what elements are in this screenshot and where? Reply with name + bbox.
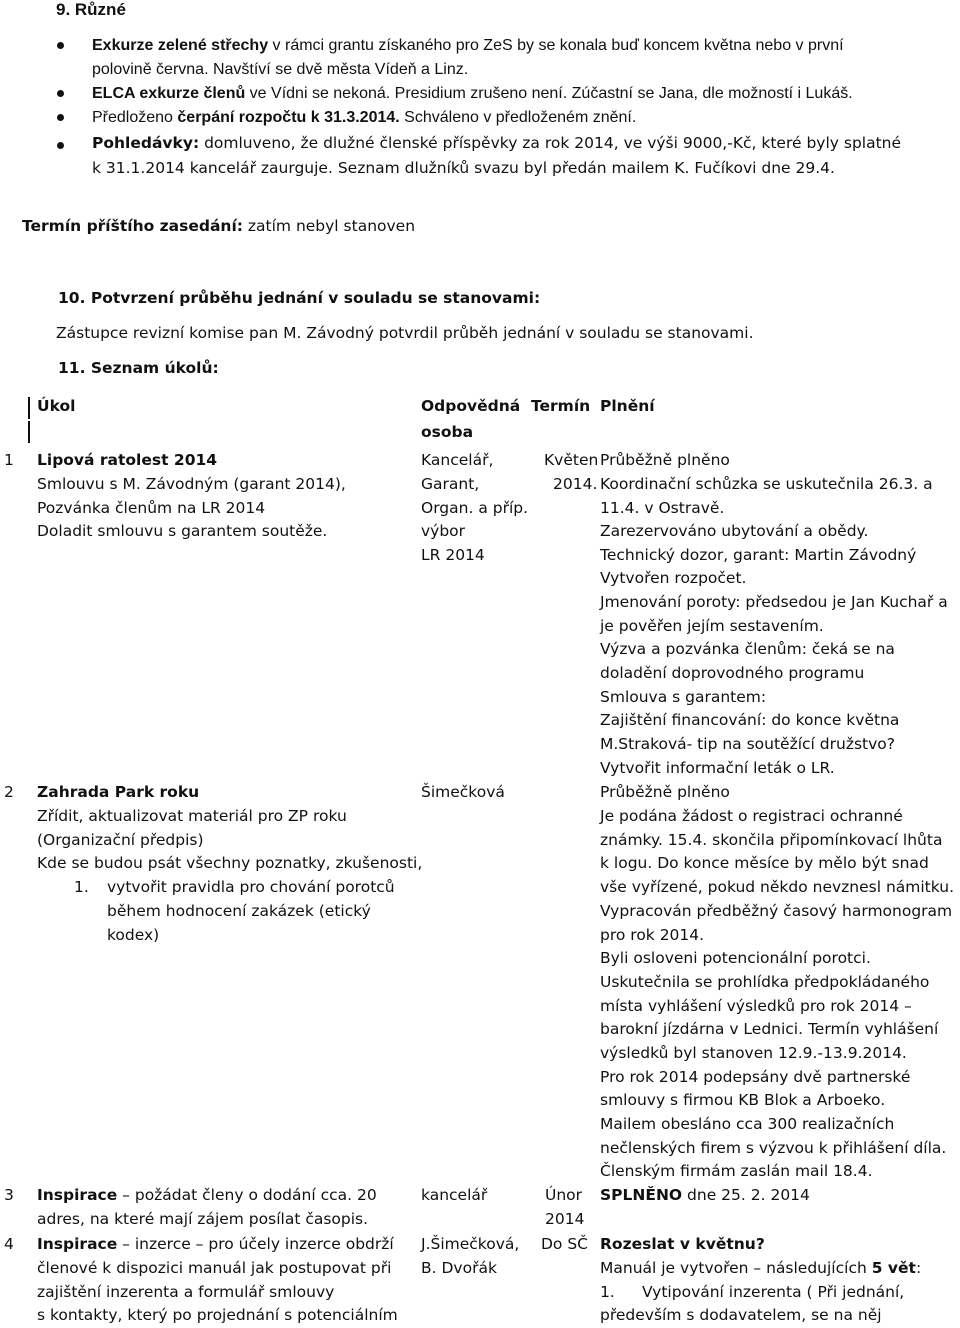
bullet-1-line-2: polovině června. Navštíví se dvě města Vídeň a Linz. <box>92 61 469 78</box>
task-numbered-line: vytvořit pravidla pro chování porotců <box>107 878 395 896</box>
fulfillment-line: doladění doprovodného programu <box>600 664 865 682</box>
fulfillment-line: k logu. Do konce měsíce by mělo být snad <box>600 854 929 872</box>
owner-line: Garant, <box>421 475 480 493</box>
deadline-line: 2014 <box>545 1210 585 1228</box>
task-rest: – požádat členy o dodání cca. 20 <box>117 1186 377 1204</box>
bullet-2-bold: ELCA exkurze členů <box>92 85 246 102</box>
bullet-4-bold: Pohledávky: <box>92 134 200 152</box>
fulfillment-line: Technický dozor, garant: Martin Závodný <box>600 546 917 564</box>
task-line <box>37 1233 394 1257</box>
header-owner-2: osoba <box>421 423 474 441</box>
fulfillment-line: Členským firmám zaslán mail 18.4. <box>600 1162 873 1180</box>
bullet-icon <box>57 114 64 121</box>
fulfillment-line: Mailem obesláno cca 300 realizačních <box>600 1115 895 1133</box>
section-10-heading: 10. Potvrzení průběhu jednání v souladu se stanovami: <box>58 289 541 307</box>
task-title: Zahrada Park roku <box>37 783 200 801</box>
row-number: 2 <box>4 783 14 801</box>
owner-line: Organ. a příp. <box>421 499 529 517</box>
task-bold: Inspirace <box>37 1186 118 1204</box>
next-meeting <box>22 215 415 239</box>
next-meeting-label: Termín příštího zasedání: <box>22 217 243 235</box>
owner-line: LR 2014 <box>421 546 485 564</box>
fulfillment-line <box>600 1184 810 1208</box>
task-line: Smlouvu s M. Závodným (garant 2014), <box>37 475 346 493</box>
task-line: Kde se budou psát všechny poznatky, zkušenosti, <box>37 854 423 872</box>
fulfillment-numbered-text: Vytipování inzerenta ( Při jednání, <box>642 1283 905 1301</box>
owner-line: Kancelář, <box>421 451 494 469</box>
bullet-2-text: ve Vídni se nekoná. Presidium zrušeno není. Zúčastní se Jana, dle možností i Lukáš. <box>245 85 853 102</box>
bullet-1-bold: Exkurze zelené střechy <box>92 37 269 54</box>
bullet-4-text: domluveno, že dlužné členské příspěvky za rok 2014, ve výši 9000,-Kč, které byly splatné <box>199 134 902 152</box>
fulfillment-line: Zarezervováno ubytování a obědy. <box>600 522 869 540</box>
header-task: Úkol <box>37 397 76 415</box>
task-numbered-num: 1. <box>74 878 89 896</box>
task-line: členové k dispozici manuál jak postupovat při <box>37 1259 392 1277</box>
owner-line: Šimečková <box>421 783 505 801</box>
bullet-icon <box>57 142 64 149</box>
fulfillment-line: nečlenských firem s výzvou k přihlášení díla. <box>600 1139 947 1157</box>
fulfillment-line: Vypracován předběžný časový harmonogram <box>600 902 953 920</box>
bullet-3-bold: čerpání rozpočtu k 31.3.2014. <box>177 109 400 126</box>
deadline-line: Květen <box>544 451 599 469</box>
next-meeting-value: zatím nebyl stanoven <box>242 217 416 235</box>
bullet-3-line-1 <box>92 106 636 130</box>
owner-line: kancelář <box>421 1186 488 1204</box>
fulfillment-line: Smlouva s garantem: <box>600 688 767 706</box>
fulfillment-line: Koordinační schůzka se uskutečnila 26.3. a <box>600 475 933 493</box>
bullet-3-pre: Předloženo <box>92 109 178 126</box>
owner-line: J.Šimečková, <box>421 1235 520 1253</box>
row-number: 4 <box>4 1235 14 1253</box>
fulfillment-line: především s dodavatelem, se na něj <box>600 1306 882 1324</box>
bullet-2-line-1 <box>92 82 853 106</box>
fulfillment-line: Průběžně plněno <box>600 451 730 469</box>
section-11-heading: 11. Seznam úkolů: <box>58 359 219 377</box>
fulfillment-line: pro rok 2014. <box>600 926 705 944</box>
fulfillment-pre: Manuál je vytvořen – následujících <box>600 1259 872 1277</box>
fulfillment-bold: 5 vět <box>871 1259 916 1277</box>
task-rest: – inzerce – pro účely inzerce obdrží <box>117 1235 394 1253</box>
fulfillment-line: Vytvořen rozpočet. <box>600 569 747 587</box>
task-line: Pozvánka členům na LR 2014 <box>37 499 266 517</box>
fulfillment-numbered-num: 1. <box>600 1283 615 1301</box>
task-numbered-line: během hodnocení zakázek (etický <box>107 902 371 920</box>
section-9-heading: 9. Různé <box>56 0 126 19</box>
task-line: adres, na které mají zájem posílat časopis. <box>37 1210 369 1228</box>
owner-line: B. Dvořák <box>421 1259 497 1277</box>
fulfillment-line: Průběžně plněno <box>600 783 730 801</box>
bullet-4-line-1 <box>92 132 901 156</box>
deadline-line: 2014. <box>553 475 598 493</box>
row-number: 1 <box>4 451 14 469</box>
section-10-text: Zástupce revizní komise pan M. Závodný potvrdil průběh jednání v souladu se stanovami. <box>56 324 754 342</box>
fulfillment-line: Je podána žádost o registraci ochranné <box>600 807 903 825</box>
fulfillment-line: Výzva a pozvánka členům: čeká se na <box>600 640 895 658</box>
owner-line: výbor <box>421 522 466 540</box>
bullet-3-text: Schváleno v předloženém znění. <box>399 109 637 126</box>
task-line: s kontakty, který po projednání s potenciálním <box>37 1306 398 1324</box>
task-title: Lipová ratolest 2014 <box>37 451 218 469</box>
task-bold: Inspirace <box>37 1235 118 1253</box>
fulfillment-line <box>600 1257 921 1281</box>
header-fulfillment: Plnění <box>600 397 655 415</box>
fulfillment-line: Zajištění financování: do konce května <box>600 711 900 729</box>
fulfillment-line: Jmenování poroty: předsedou je Jan Kuchař a <box>600 593 948 611</box>
fulfillment-line: vše vyřízené, pokud někdo nevznesl námitku. <box>600 878 955 896</box>
fulfillment-line: Vytvořit informační leták o LR. <box>600 759 835 777</box>
fulfillment-date: dne 25. 2. 2014 <box>682 1186 810 1204</box>
fulfillment-line: Uskutečnila se prohlídka předpokládaného <box>600 973 930 991</box>
row-marker <box>28 397 30 419</box>
task-line: (Organizační předpis) <box>37 831 204 849</box>
fulfillment-line: smlouvy s firmou KB Blok a Arboeko. <box>600 1091 886 1109</box>
fulfillment-post: : <box>915 1259 922 1277</box>
task-line: Zřídit, aktualizovat materiál pro ZP roku <box>37 807 347 825</box>
task-line <box>37 1184 377 1208</box>
bullet-icon <box>57 42 64 49</box>
bullet-1-line-1 <box>92 34 844 58</box>
fulfillment-line: známky. 15.4. skončila připomínkovací lhůta <box>600 831 943 849</box>
bullet-1-text: v rámci grantu získaného pro ZeS by se konala buď koncem května nebo v první <box>268 37 844 54</box>
row-marker <box>28 421 30 443</box>
fulfillment-line: Rozeslat v květnu? <box>600 1235 765 1253</box>
deadline-line: Únor <box>545 1186 583 1204</box>
row-number: 3 <box>4 1186 14 1204</box>
fulfillment-line: místa vyhlášení výsledků pro rok 2014 – <box>600 997 912 1015</box>
fulfillment-line: Pro rok 2014 podepsány dvě partnerské <box>600 1068 911 1086</box>
task-numbered-line: kodex) <box>107 926 160 944</box>
deadline-line: Do SČ <box>541 1235 589 1253</box>
bullet-4-line-2: k 31.1.2014 kancelář zaurguje. Seznam dlužníků svazu byl předán mailem K. Fučíkovi dne 29.4. <box>92 159 835 177</box>
header-deadline: Termín <box>531 397 591 415</box>
fulfillment-line: 11.4. v Ostravě. <box>600 499 725 517</box>
fulfillment-line: Byli osloveni potencionální porotci. <box>600 949 871 967</box>
fulfillment-line: barokní jízdárna v Lednici. Termín vyhlášení <box>600 1020 939 1038</box>
task-line: zajištění inzerenta a formulář smlouvy <box>37 1283 335 1301</box>
bullet-icon <box>57 90 64 97</box>
header-owner: Odpovědná <box>421 397 521 415</box>
fulfillment-line: M.Straková- tip na soutěžící družstvo? <box>600 735 895 753</box>
task-line: Doladit smlouvu s garantem soutěže. <box>37 522 328 540</box>
fulfillment-status: SPLNĚNO <box>600 1186 683 1204</box>
fulfillment-line: výsledků byl stanoven 12.9.-13.9.2014. <box>600 1044 907 1062</box>
fulfillment-line: je pověřen jejím sestavením. <box>600 617 824 635</box>
